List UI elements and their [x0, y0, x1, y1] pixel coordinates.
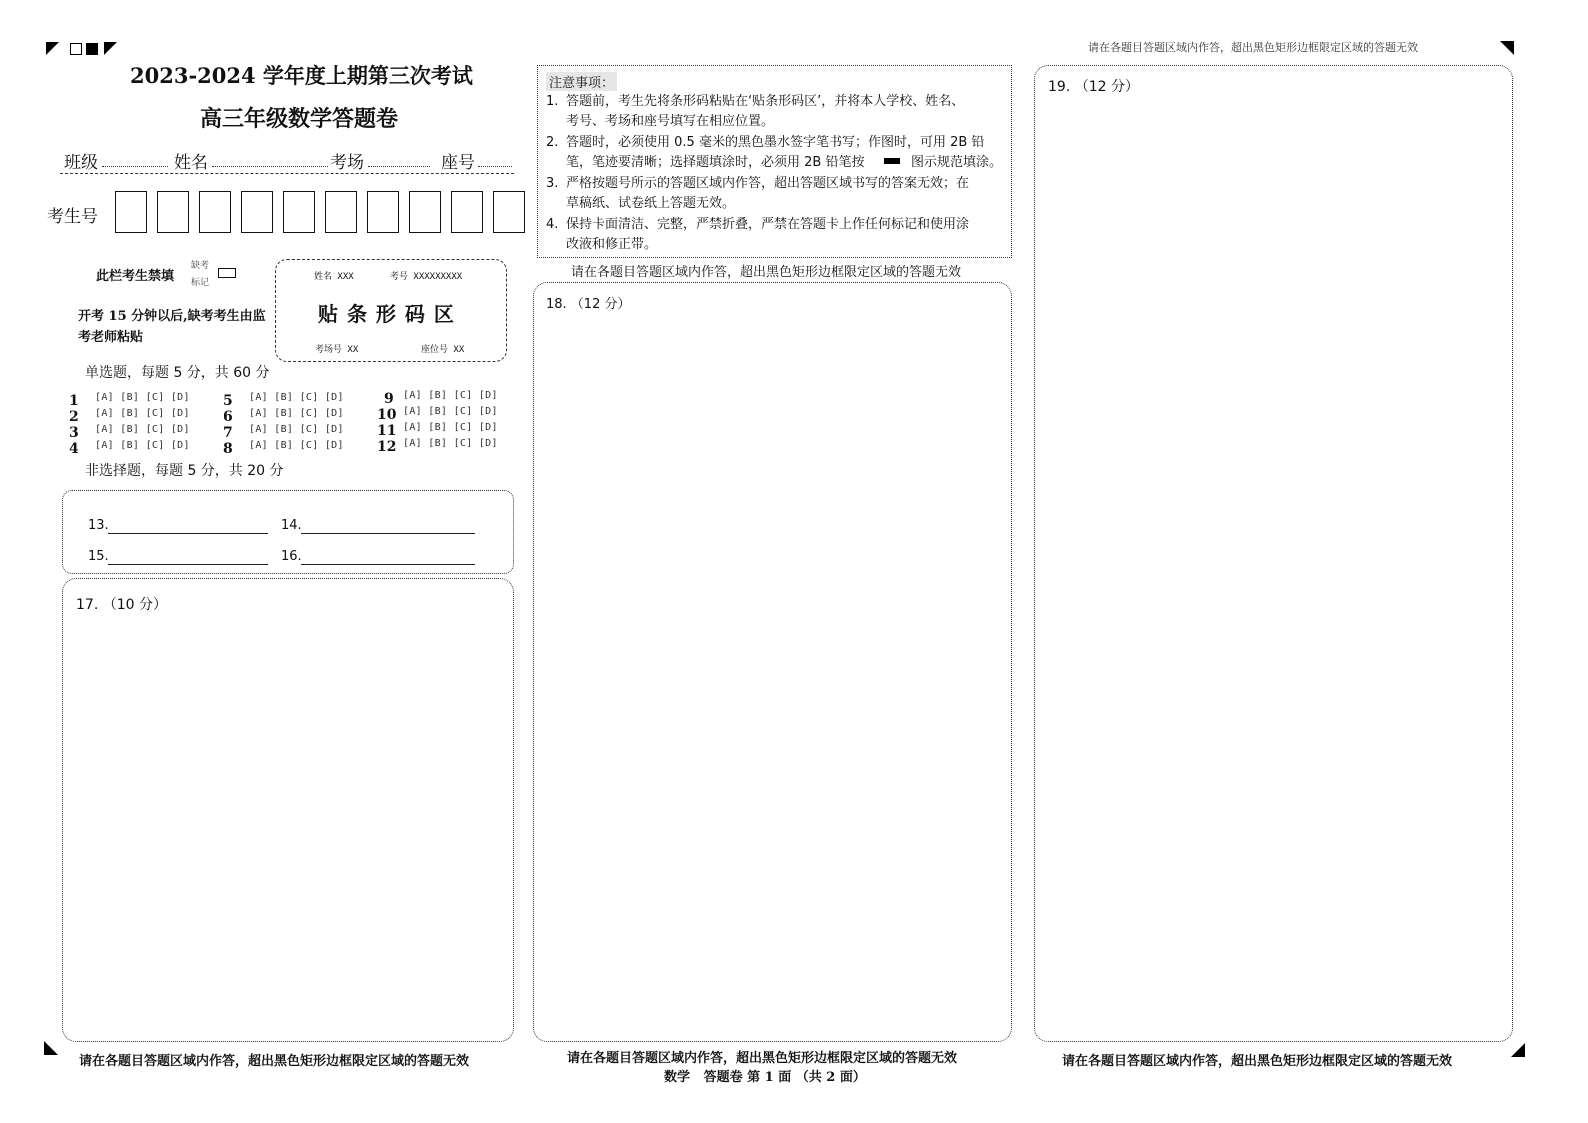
answer-options[interactable]: [A] [B] [C] [D] [249, 424, 344, 435]
question-number: 4 [69, 441, 79, 457]
notice-item-text: 严格按题号所示的答题区域内作答，超出答题区域书写的答案无效；在 [566, 176, 970, 191]
name-label: 姓名 [174, 153, 208, 173]
student-id-digit-box[interactable] [157, 191, 189, 233]
answer-options[interactable]: [A] [B] [C] [D] [95, 392, 190, 403]
notice-item-number: 3. [546, 176, 559, 191]
notice-item-text: 答题前，考生先将条形码粘贴在‘贴条形码区’，并将本人学校、姓名、 [566, 94, 965, 109]
question-number: 6 [223, 409, 233, 425]
barcode-room-no: 考场号 XX [315, 345, 359, 355]
q15-answer-line[interactable] [108, 564, 268, 565]
barcode-title: 贴 条 形 码 区 [318, 302, 455, 326]
notice-item-text: 草稿纸、试卷纸上答题无效。 [566, 196, 736, 211]
divider [60, 173, 514, 174]
q18-answer-area[interactable] [533, 282, 1012, 1042]
q16-answer-line[interactable] [301, 564, 475, 565]
class-label: 班级 [64, 153, 98, 173]
bottom-warning-left: 请在各题目答题区域内作答，超出黑色矩形边框限定区域的答题无效 [79, 1054, 470, 1069]
student-id-digit-box[interactable] [241, 191, 273, 233]
question-number: 2 [69, 409, 79, 425]
notice-item-number: 2. [546, 135, 559, 150]
answer-options[interactable]: [A] [B] [C] [D] [249, 392, 344, 403]
q16-label: 16. [281, 549, 302, 564]
q14-label: 14. [281, 518, 302, 533]
registration-mark [104, 42, 117, 55]
question-number: 11 [377, 423, 397, 439]
registration-mark [44, 1041, 58, 1055]
student-id-digit-box[interactable] [451, 191, 483, 233]
seat-field[interactable] [478, 166, 512, 167]
notice-item-text: 笔，笔迹要清晰；选择题填涂时，必须用 2B 铅笔按 [566, 155, 865, 170]
answer-options[interactable]: [A] [B] [C] [D] [95, 440, 190, 451]
exam-subtitle: 高三年级数学答题卷 [200, 106, 399, 132]
q15-label: 15. [88, 549, 109, 564]
student-id-digit-box[interactable] [493, 191, 525, 233]
question-number: 12 [377, 439, 397, 455]
student-id-digit-box[interactable] [199, 191, 231, 233]
answer-options[interactable]: [A] [B] [C] [D] [403, 422, 498, 433]
room-label: 考场 [330, 153, 364, 173]
notice-item-number: 4. [546, 217, 559, 232]
notice-title: 注意事项： [546, 72, 617, 91]
answer-options[interactable]: [A] [B] [C] [D] [95, 408, 190, 419]
mc-section-title: 单选题，每题 5 分，共 60 分 [85, 365, 270, 381]
q13-answer-line[interactable] [108, 533, 268, 534]
q18-label: 18. （12 分） [546, 297, 631, 312]
barcode-seat-no: 座位号 XX [421, 345, 465, 355]
bottom-warning-middle: 请在各题目答题区域内作答，超出黑色矩形边框限定区域的答题无效 [567, 1051, 958, 1066]
header-warning: 请在各题目答题区域内作答，超出黑色矩形边框限定区域的答题无效 [1088, 41, 1418, 54]
student-id-label: 考生号 [47, 207, 98, 227]
notice-item-text: 保持卡面清洁、完整，严禁折叠，严禁在答题卡上作任何标记和使用涂 [566, 217, 970, 232]
question-number: 10 [377, 407, 397, 423]
question-number: 1 [69, 393, 79, 409]
name-field[interactable] [212, 166, 328, 167]
student-id-digit-box[interactable] [283, 191, 315, 233]
registration-box-filled [86, 43, 98, 55]
absent-mark-label-2: 标记 [191, 278, 210, 288]
page-footer: 数学 答题卷 第 1 面 （共 2 面） [664, 1070, 866, 1085]
q13-label: 13. [88, 518, 109, 533]
question-number: 3 [69, 425, 79, 441]
answer-options[interactable]: [A] [B] [C] [D] [403, 438, 498, 449]
q19-label: 19. （12 分） [1048, 79, 1139, 95]
absent-mark-label-1: 缺考 [191, 261, 210, 271]
room-field[interactable] [368, 166, 430, 167]
fill-section-title: 非选择题，每题 5 分，共 20 分 [85, 463, 284, 479]
notice-item-text: 图示规范填涂。 [911, 155, 1003, 170]
bottom-warning-right: 请在各题目答题区域内作答，超出黑色矩形边框限定区域的答题无效 [1062, 1054, 1453, 1069]
registration-mark [1511, 1043, 1525, 1057]
notice-item-number: 1. [546, 94, 559, 109]
absent-mark-box[interactable] [218, 268, 236, 278]
student-id-digit-box[interactable] [115, 191, 147, 233]
q17-label: 17. （10 分） [76, 597, 167, 613]
seat-label: 座号 [441, 153, 475, 173]
question-number: 8 [223, 441, 233, 457]
notice-item-text: 改液和修正带。 [566, 237, 658, 252]
q14-answer-line[interactable] [301, 533, 475, 534]
class-field[interactable] [102, 166, 168, 167]
notice-item-text: 答题时，必须使用 0.5 毫米的黑色墨水签字笔书写；作图时，可用 2B 铅 [566, 135, 985, 150]
registration-mark [1500, 41, 1514, 55]
student-id-digit-box[interactable] [409, 191, 441, 233]
question-number: 7 [223, 425, 233, 441]
exam-title: 2023-2024 学年度上期第三次考试 [130, 63, 473, 88]
absent-label: 此栏考生禁填 [96, 269, 175, 284]
student-id-digit-box[interactable] [325, 191, 357, 233]
barcode-name: 姓名 XXX [314, 272, 354, 282]
q19-answer-area[interactable] [1034, 65, 1513, 1042]
question-number: 9 [384, 391, 394, 407]
registration-box-empty [70, 43, 82, 55]
q17-answer-area[interactable] [62, 578, 514, 1042]
notice-item-text: 考号、考场和座号填写在相应位置。 [566, 114, 775, 129]
middle-top-warning: 请在各题目答题区域内作答，超出黑色矩形边框限定区域的答题无效 [571, 265, 962, 280]
answer-options[interactable]: [A] [B] [C] [D] [403, 406, 498, 417]
answer-options[interactable]: [A] [B] [C] [D] [403, 390, 498, 401]
answer-options[interactable]: [A] [B] [C] [D] [95, 424, 190, 435]
filled-bubble-sample [884, 158, 900, 164]
registration-mark [46, 42, 59, 55]
question-number: 5 [223, 393, 233, 409]
barcode-exam-no: 考号 XXXXXXXXX [390, 272, 463, 282]
answer-options[interactable]: [A] [B] [C] [D] [249, 408, 344, 419]
answer-options[interactable]: [A] [B] [C] [D] [249, 440, 344, 451]
student-id-digit-box[interactable] [367, 191, 399, 233]
absent-note: 开考 15 分钟以后,缺考考生由监考老师粘贴 [78, 309, 266, 345]
